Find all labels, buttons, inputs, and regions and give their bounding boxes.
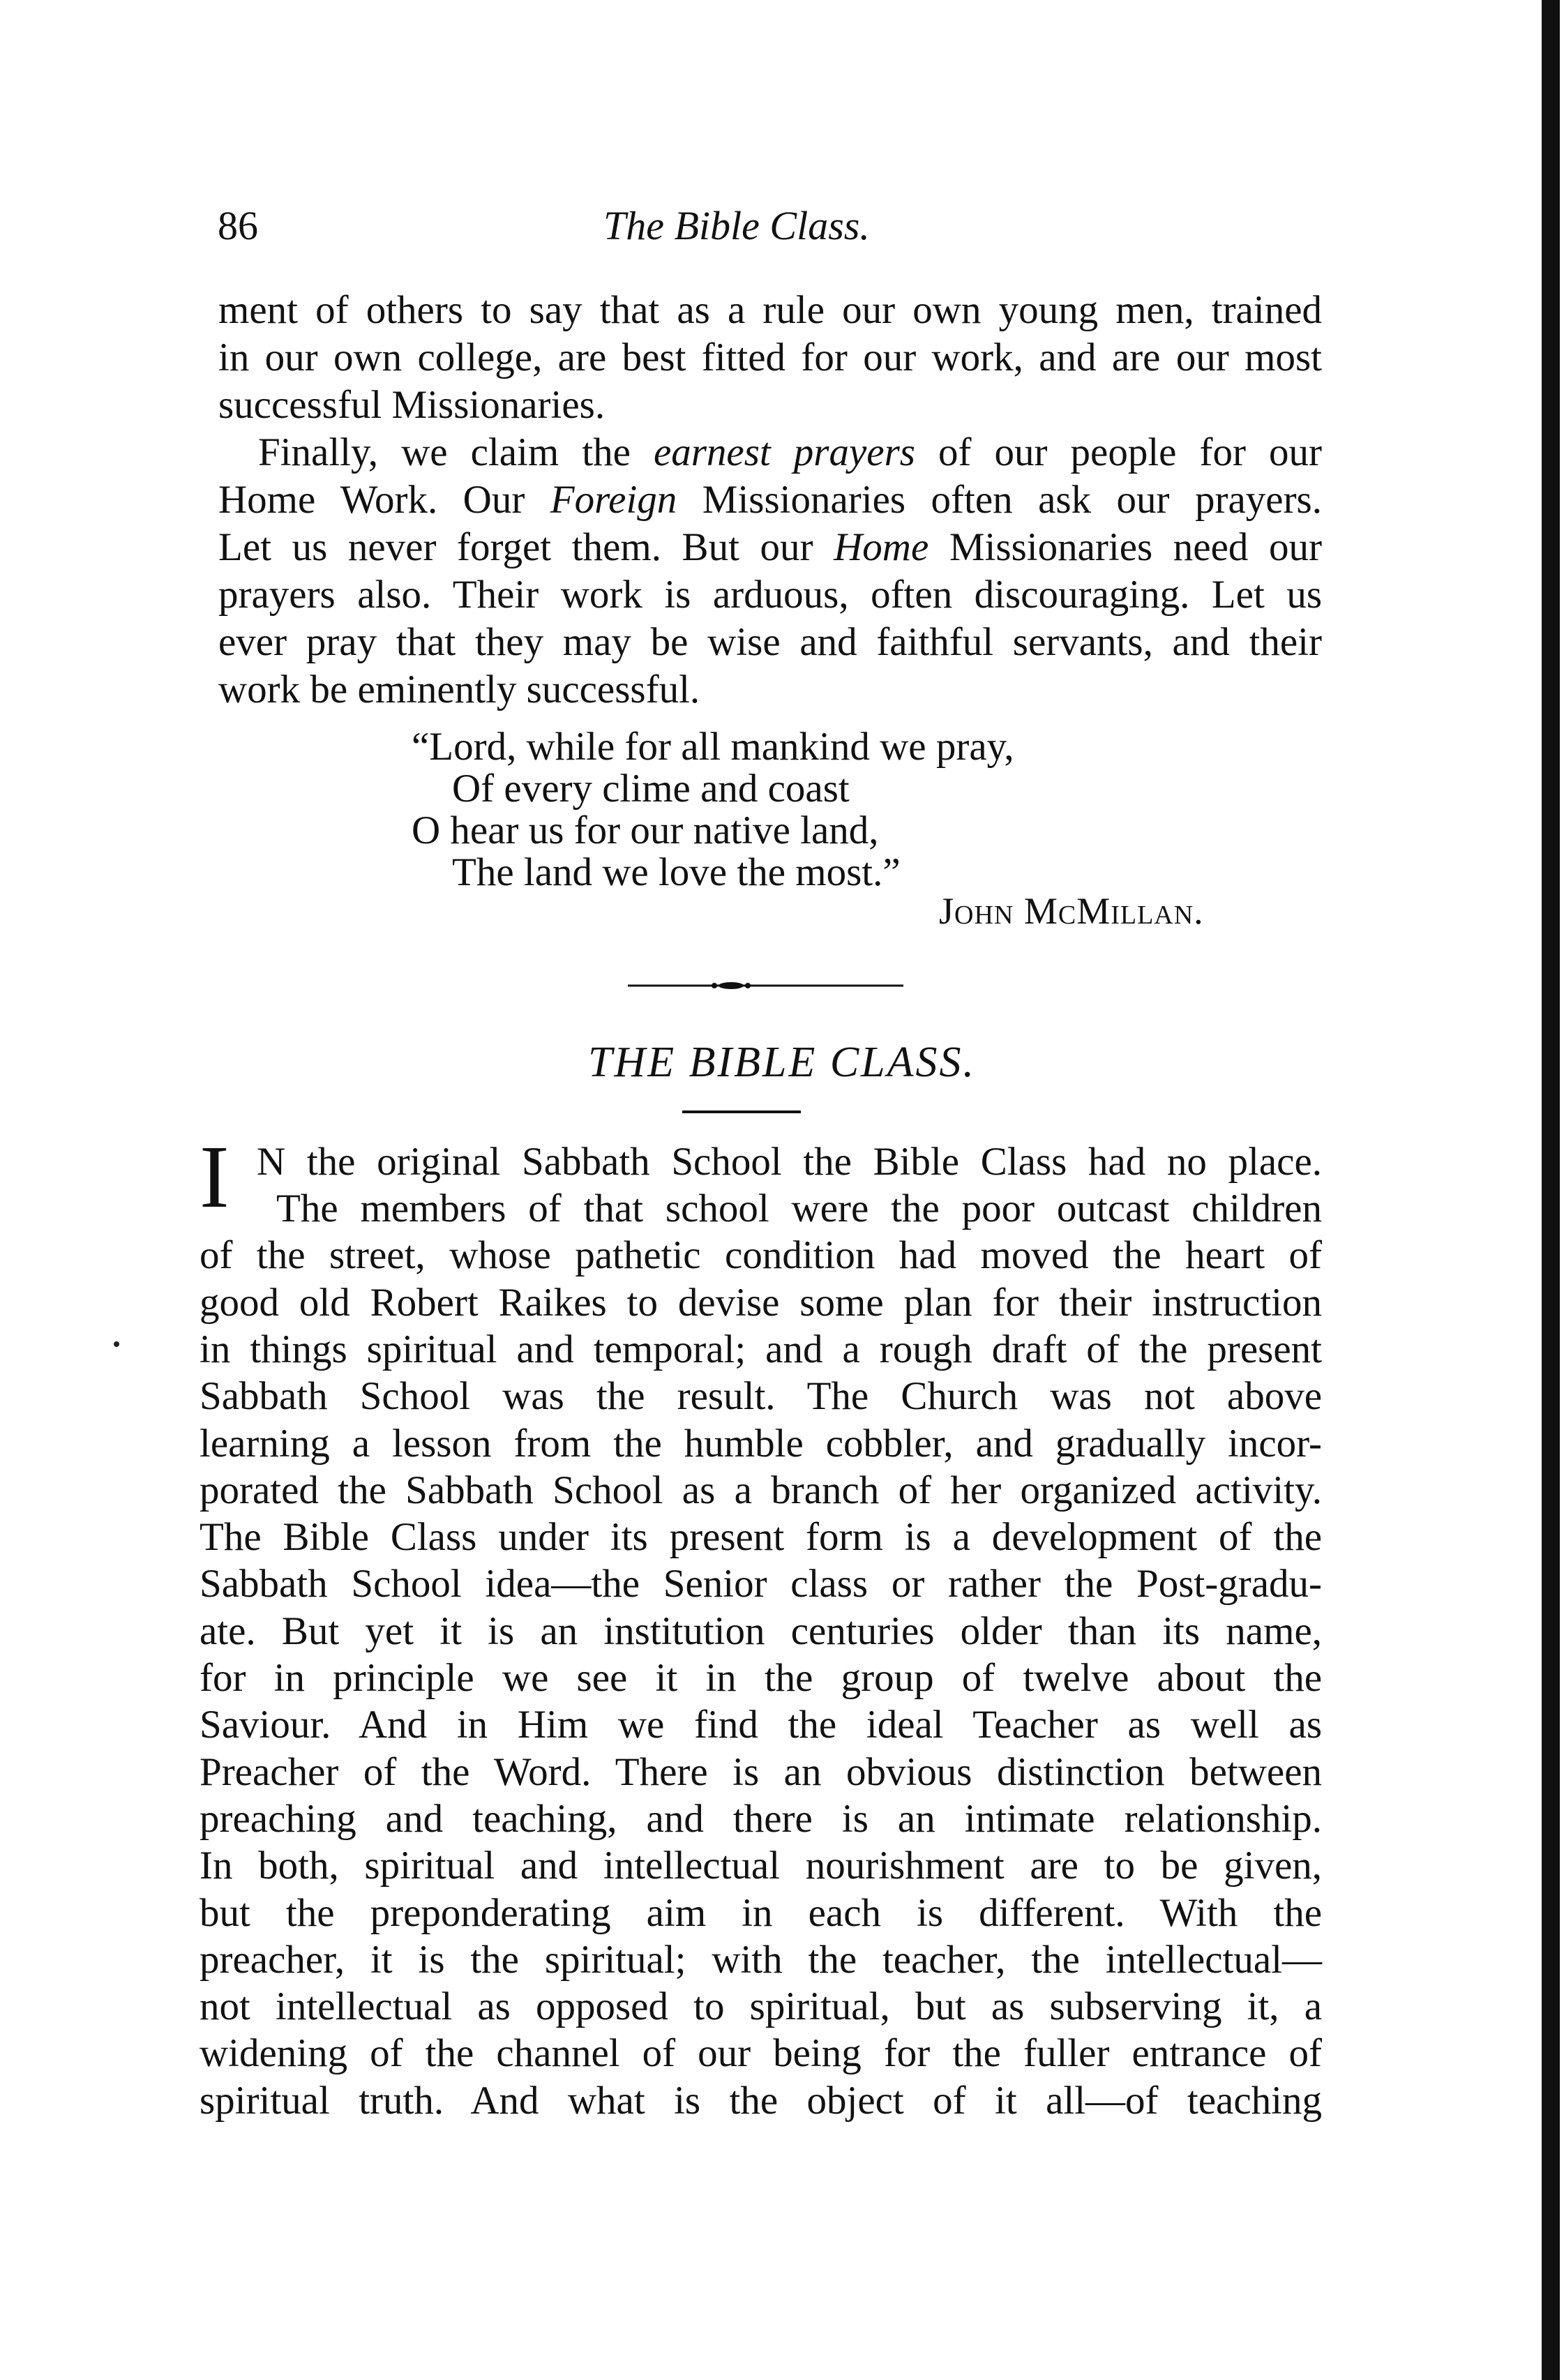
line-segment: In both, spiritual and intellectual nourishment are to be given, bbox=[200, 1844, 1322, 1888]
line-segment: Saviour. And in Him we find the ideal Teacher as well as bbox=[200, 1703, 1322, 1747]
line-segment: of the street, whose pathetic condition had moved the heart of bbox=[200, 1233, 1322, 1278]
text-line bbox=[218, 382, 1322, 428]
text-line bbox=[276, 1186, 1322, 1232]
text-line bbox=[218, 335, 1322, 381]
poem-line: O hear us for our native land, bbox=[412, 808, 879, 852]
text-line bbox=[200, 1702, 1322, 1748]
text-line bbox=[218, 619, 1322, 665]
line-segment: spiritual truth. And what is the object of it all—of teaching bbox=[200, 2078, 1322, 2123]
title-rule bbox=[682, 1110, 801, 1113]
poem-line: “Lord, while for all mankind we pray, bbox=[412, 725, 1014, 769]
text-line bbox=[200, 1561, 1322, 1607]
line-segment: Home Work. Our bbox=[218, 478, 550, 522]
text-line bbox=[200, 1655, 1322, 1701]
line-segment: for in principle we see it in the group of twelve about the bbox=[200, 1656, 1322, 1700]
text-line bbox=[200, 1749, 1322, 1795]
text-line bbox=[200, 1280, 1322, 1326]
poem-line: Of every clime and coast bbox=[452, 767, 850, 811]
poem-author: John McMillan. bbox=[939, 890, 1204, 932]
line-segment: of our people for our bbox=[915, 430, 1323, 474]
line-segment: Finally, we claim the bbox=[258, 430, 654, 474]
line-segment: successful Missionaries. bbox=[218, 383, 606, 427]
drop-cap: I bbox=[200, 1127, 230, 1226]
line-segment: ment of others to say that as a rule our own young men, trained bbox=[218, 288, 1322, 332]
text-line bbox=[200, 1890, 1322, 1936]
line-segment: in our own college, are best fitted for our work, and are our most bbox=[218, 336, 1322, 379]
article-first-line: N the original Sabbath School the Bible Class had no place. bbox=[257, 1140, 1322, 1184]
text-line bbox=[200, 1421, 1322, 1467]
article-title: THE BIBLE CLASS. bbox=[587, 1039, 977, 1086]
line-segment: widening of the channel of our being for the fuller entrance of bbox=[200, 2031, 1322, 2076]
line-segment: but the preponderating aim in each is different. With the bbox=[200, 1890, 1322, 1935]
running-title: The Bible Class. bbox=[603, 203, 870, 248]
line-segment: learning a lesson from the humble cobbler, and gradually incor- bbox=[200, 1421, 1322, 1466]
line-segment: ever pray that they may be wise and faithful servants, and their bbox=[218, 620, 1322, 664]
text-line bbox=[200, 1843, 1322, 1889]
text-line bbox=[200, 1514, 1322, 1560]
emphasis-text: Foreign bbox=[550, 478, 677, 522]
text-line bbox=[218, 477, 1322, 523]
text-line bbox=[218, 525, 1322, 571]
ornament-divider bbox=[628, 982, 903, 989]
line-segment: preacher, it is the spiritual; with the teacher, the intellectual— bbox=[200, 1937, 1322, 1982]
line-segment: prayers also. Their work is arduous, often discouraging. Let us bbox=[218, 573, 1322, 617]
line-segment: Missionaries need our bbox=[928, 525, 1322, 569]
line-segment: preaching and teaching, and there is an intimate relationship. bbox=[200, 1796, 1322, 1841]
text-line bbox=[200, 1937, 1322, 1983]
emphasis-text: Home bbox=[834, 525, 929, 569]
text-line bbox=[200, 1609, 1322, 1655]
text-line bbox=[200, 1233, 1322, 1279]
text-line bbox=[258, 430, 1322, 476]
line-segment: Missionaries often ask our prayers. bbox=[677, 478, 1322, 522]
text-line bbox=[200, 1468, 1322, 1514]
line-segment: work be eminently successful. bbox=[218, 668, 700, 711]
line-segment: good old Robert Raikes to devise some plan for their instruction bbox=[200, 1280, 1322, 1325]
line-segment: not intellectual as opposed to spiritual, but as subserving it, a bbox=[200, 1984, 1322, 2029]
line-segment: Sabbath School idea—the Senior class or rather the Post-gradu- bbox=[200, 1562, 1322, 1606]
text-line bbox=[200, 2078, 1322, 2124]
line-segment: Preacher of the Word. There is an obvious distinction between bbox=[200, 1749, 1322, 1794]
emphasis-text: earnest prayers bbox=[653, 430, 915, 474]
text-line bbox=[200, 1796, 1322, 1842]
text-line bbox=[218, 287, 1322, 333]
line-segment: The members of that school were the poor outcast children bbox=[276, 1187, 1322, 1230]
text-line bbox=[200, 1373, 1322, 1419]
line-segment: porated the Sabbath School as a branch of her organized activity. bbox=[200, 1468, 1322, 1512]
text-line bbox=[200, 2031, 1322, 2077]
line-segment: ate. But yet it is an institution centuries older than its name, bbox=[200, 1609, 1322, 1653]
line-segment: in things spiritual and temporal; and a rough draft of the present bbox=[200, 1327, 1322, 1371]
text-line bbox=[200, 1327, 1322, 1373]
text-line bbox=[200, 1984, 1322, 2030]
line-segment: Let us never forget them. But our bbox=[218, 525, 834, 569]
line-segment: Sabbath School was the result. The Church was not above bbox=[200, 1374, 1322, 1419]
scan-speck bbox=[114, 1341, 119, 1347]
text-line bbox=[218, 572, 1322, 618]
poem-line: The land we love the most.” bbox=[452, 850, 901, 894]
text-line bbox=[218, 667, 1322, 713]
line-segment: The Bible Class under its present form is a development of the bbox=[200, 1515, 1322, 1560]
page-number: 86 bbox=[218, 203, 258, 248]
